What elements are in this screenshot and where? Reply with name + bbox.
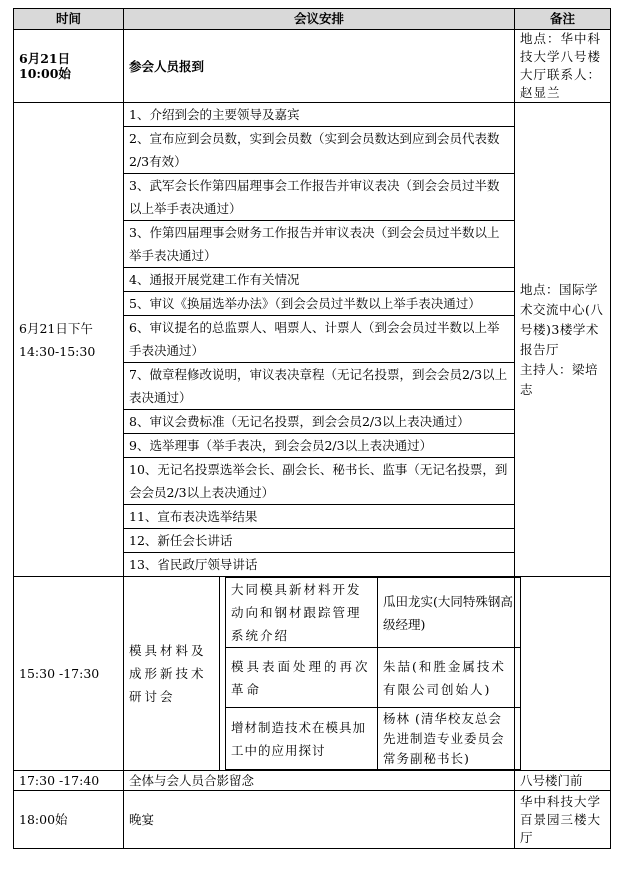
symposium-note [515,577,611,771]
afternoon-note [515,103,611,577]
agenda-item: 10、无记名投票选举会长、副会长、秘书长、监事（无记名投票，到会会员2/3以上表决通过） [124,458,515,505]
symposium-talks [220,577,515,771]
talk-row [226,708,521,770]
symposium-time: 15:30 -17:30 [14,577,124,771]
photo-row [14,771,611,791]
header-time: 时间 [14,9,124,30]
registration-date: 6月21日 [19,51,71,66]
symposium-title: 模具材料及成形新技术研讨会 [124,577,220,771]
talk-row [226,578,521,648]
banquet-item: 晚宴 [124,791,515,849]
banquet-note: 华中科技大学百景园三楼大厅 [515,791,611,849]
agenda-item: 8、审议会费标准（无记名投票，到会会员2/3以上表决通过） [124,410,515,434]
afternoon-note-location: 地点：国际学术交流中心(八号楼)3楼学术报告厅 [520,281,604,357]
symposium-talks-table [225,577,521,770]
talk-topic: 模具表面处理的再次革命 [226,648,378,708]
registration-note: 地点：华中科技大学八号楼大厅联系人：赵显兰 [515,30,611,103]
talk-speaker: 朱喆(和胜金属技术有限公司创始人) [378,648,521,708]
banquet-time: 18:00始 [14,791,124,849]
agenda-item: 3、武军会长作第四届理事会工作报告并审议表决（到会会员过半数以上举手表决通过） [124,174,515,221]
afternoon-note-host: 主持人：梁培志 [520,361,599,397]
talk-row [226,648,521,708]
afternoon-time-cell [14,103,124,577]
agenda-item: 5、审议《换届选举办法》（到会会员过半数以上举手表决通过） [124,292,515,316]
agenda-row-1 [14,103,611,127]
registration-time-cell [14,30,124,103]
photo-note: 八号楼门前 [515,771,611,791]
talk-topic: 大同模具新材料开发动向和钢材跟踪管理系统介绍 [226,578,378,648]
agenda-item: 7、做章程修改说明，审议表决章程（无记名投票，到会会员2/3以上表决通过） [124,363,515,410]
talk-speaker: 杨林 (清华校友总会先进制造专业委员会常务副秘书长) [378,708,521,770]
agenda-item: 1、介绍到会的主要领导及嘉宾 [124,103,515,127]
header-row [14,9,611,30]
symposium-row [14,577,611,771]
registration-item: 参会人员报到 [124,30,515,103]
photo-time: 17:30 -17:40 [14,771,124,791]
afternoon-time: 14:30-15:30 [19,343,96,359]
talk-speaker: 瓜田龙实(大同特殊钢高级经理) [378,578,521,648]
agenda-item: 12、新任会长讲话 [124,529,515,553]
afternoon-date: 6月21日下午 [19,320,93,336]
header-notes: 备注 [515,9,611,30]
agenda-item: 13、省民政厅领导讲话 [124,553,515,577]
talk-topic: 增材制造技术在模具加工中的应用探讨 [226,708,378,770]
banquet-row [14,791,611,849]
photo-item: 全体与会人员合影留念 [124,771,515,791]
meeting-schedule-table [13,8,611,849]
agenda-item: 11、宣布表决选举结果 [124,505,515,529]
registration-time: 10:00始 [19,66,71,81]
agenda-item: 2、宣布应到会员数，实到会员数（实到会员数达到应到会员代表数2/3有效） [124,127,515,174]
agenda-item: 6、审议提名的总监票人、唱票人、计票人（到会会员过半数以上举手表决通过） [124,316,515,363]
agenda-item: 9、选举理事（举手表决，到会会员2/3以上表决通过） [124,434,515,458]
header-agenda: 会议安排 [124,9,515,30]
registration-row [14,30,611,103]
agenda-item: 3、作第四届理事会财务工作报告并审议表决（到会会员过半数以上举手表决通过） [124,221,515,268]
agenda-item: 4、通报开展党建工作有关情况 [124,268,515,292]
